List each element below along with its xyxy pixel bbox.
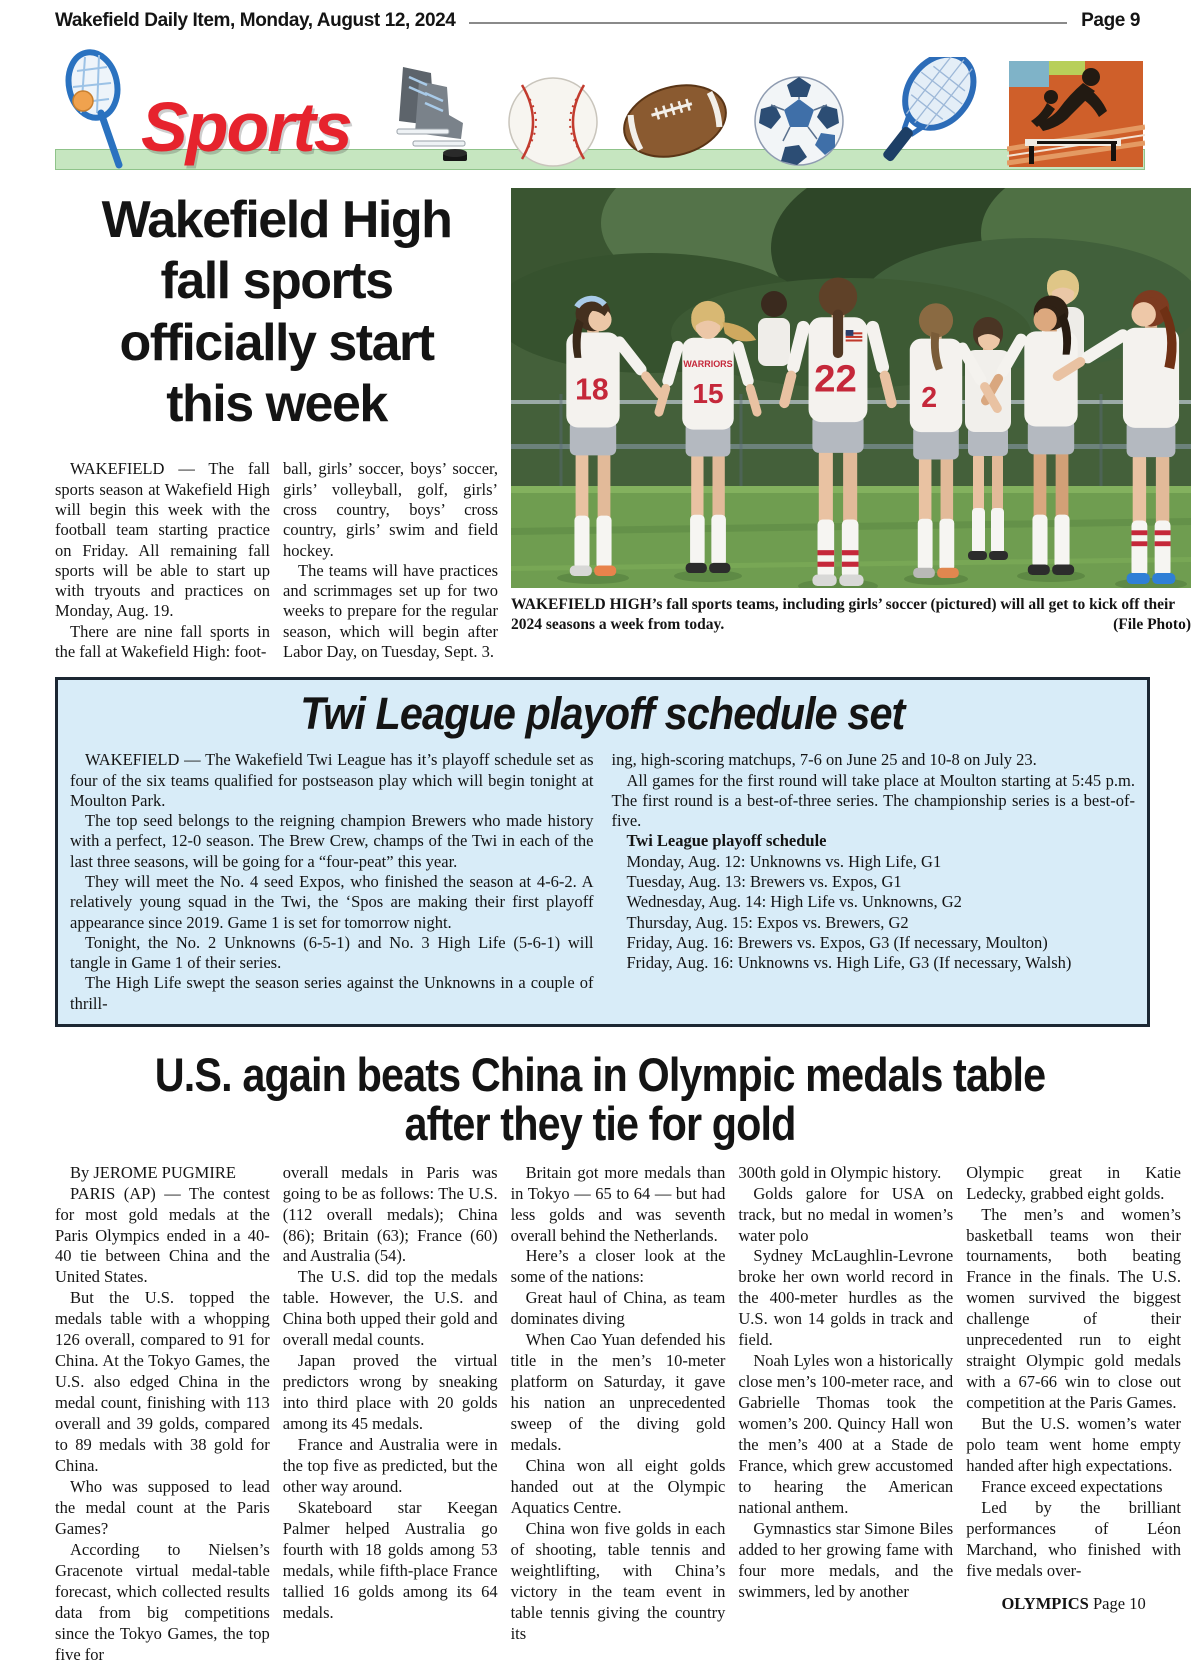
paragraph: Tonight, the No. 2 Unknowns (6-5-1) and No. 3 High Life (5-6-1) will tangle in Game 1 of their series. (70, 932, 594, 973)
twi-league-box (55, 677, 1150, 1027)
lead-article (55, 188, 1191, 662)
twi-headline: Twi League playoff schedule set (300, 688, 905, 740)
olympics-article (0, 1047, 1200, 1666)
text-column (738, 1163, 953, 1666)
jersey-number: 15 (692, 377, 724, 409)
paragraph: Noah Lyles won a historically close men’s 100-meter race, and Gabrielle Thomas took the women’s 200. Quincy Hall won the men’s 400 at a Stade de France, which grew accustomed to hearing the American national anthem. (738, 1351, 954, 1517)
flag-patch (846, 330, 863, 342)
paragraph: The men’s and women’s basketball teams won their tournaments, both beating France in the finals. The U.S. women survived the biggest challenge of their unprecedented run to eight straight Olympic gold medals with a 67-66 win to close out competition at the Paris Games. (966, 1204, 1181, 1413)
banner-icon-strip (357, 57, 1145, 170)
page-header (0, 0, 1200, 32)
paragraph: Skateboard star Keegan Palmer helped Australia go fourth with 18 golds among 53 medals, while fifth-place France tallied 16 golds among its 64 medals. (282, 1497, 498, 1622)
hurdler-photo-icon (1007, 57, 1145, 169)
paragraph: Britain got more medals than in Tokyo — 65 to 64 — but had less golds and was seventh overall behind the Netherlands. (510, 1162, 726, 1245)
background-player (758, 291, 790, 366)
text-column (612, 750, 1136, 1014)
banner-row (55, 48, 1145, 170)
photo-credit: (File Photo) (1113, 615, 1191, 633)
paragraph: Gymnastics star Simone Biles added to her growing fame with four more medals, and the swimmers, led by another (738, 1518, 954, 1601)
paragraph: Friday, Aug. 16: Brewers vs. Expos, G3 (If necessary, Moulton) (626, 932, 1048, 952)
paragraph: Great haul of China, as team dominates diving (510, 1288, 726, 1329)
paragraph: The U.S. did top the medals table. However, the U.S. and China both upped their gold and overall medal counts. (282, 1267, 498, 1350)
paragraph: According to Nielsen’s Gracenote virtual medal-table forecast, which collected results data from big competitions since the Tokyo Games, the top five for (55, 1539, 270, 1664)
paragraph: Olympic great in Katie Ledecky, grabbed eight golds. (966, 1162, 1181, 1203)
olympics-headline (0, 1047, 1200, 1150)
paragraph: Wednesday, Aug. 14: High Life vs. Unknowns, G2 (626, 892, 962, 912)
lead-article-columns (55, 459, 498, 662)
paragraph: China won all eight golds handed out at the Olympic Aquatics Centre. (510, 1456, 726, 1517)
text-column (283, 1163, 498, 1666)
paragraph: Golds galore for USA on track, but no medal in women’s water polo (738, 1183, 954, 1245)
paragraph: Thursday, Aug. 15: Expos vs. Brewers, G2 (626, 912, 909, 932)
girls-soccer-photo (511, 188, 1191, 588)
paragraph: ball, girls’ soccer, boys’ soccer, girls’ volleyball, golf, girls’ cross country, boys’ cross country, girls’ swim and field hockey. (283, 459, 498, 560)
masthead: Wakefield Daily Item, Monday, August 12, 2024 (55, 10, 456, 31)
header-rule (469, 22, 1067, 24)
jersey-number: 2 (921, 382, 938, 414)
paragraph: When Cao Yuan defended his title in the men’s 10-meter platform on Saturday, it gave his nation an unprecedented sweep of the diving gold medals. (510, 1330, 726, 1455)
paragraph: Japan proved the virtual predictors wrong by sneaking into third place with 20 golds among its 45 medals. (282, 1351, 498, 1434)
text-column (966, 1163, 1181, 1666)
paragraph: overall medals in Paris was going to be as follows: The U.S. (112 overall medals); China (86); Britain (63); France (60) and Australia (54). (282, 1162, 498, 1266)
lead-headline-line: officially start (119, 313, 434, 372)
lead-headline-line: Wakefield High (101, 191, 452, 249)
olympics-columns (55, 1163, 1181, 1666)
lead-headline-line: this week (166, 375, 387, 434)
paragraph: But the U.S. topped the medals table with a whopping 126 overall, compared to 91 for China. At the Tokyo Games, the U.S. also edged China in the medal count, finishing with 113 overall and 39 golds, compared to 89 medals with 38 gold for China. (55, 1288, 270, 1475)
football-icon (620, 69, 730, 169)
paragraph: France exceed expectations (981, 1476, 1163, 1496)
sports-section-banner (55, 48, 1145, 170)
paragraph: They will meet the No. 4 seed Expos, who finished the season at 4-6-2. A relatively young squad in the Twi, the ‘Spos are making their first playoff appearance since 2019. Game 1 is set for tomorrow night. (70, 871, 594, 932)
paragraph: Friday, Aug. 16: Unknowns vs. High Life, G3 (If necessary, Walsh) (626, 953, 1072, 973)
twi-headline-wrap (70, 688, 1135, 740)
lead-headline (55, 190, 498, 435)
tennis-racket-icon (868, 57, 986, 169)
paragraph: Who was supposed to lead the medal count at the Paris Games? (55, 1476, 270, 1538)
photo-caption (511, 595, 1191, 635)
paragraph: China won five golds in each of shooting, table tennis and weightlifting, with China’s victory in the team event in table tennis giving the country its (510, 1518, 726, 1643)
paragraph: All games for the first round will take place at Moulton starting at 5:45 p.m. The first round is a best-of-three series. The championship series is a best-of-five. (611, 770, 1135, 831)
paragraph: ing, high-scoring matchups, 7-6 on June 25 and 10-8 on July 23. (611, 750, 1037, 770)
paragraph: France and Australia were in the top five as predicted, but the other way around. (282, 1435, 498, 1496)
lead-headline-line: fall sports (160, 252, 393, 311)
photo-caption-text: WAKEFIELD HIGH’s fall sports teams, including girls’ soccer (pictured) will all get to kick off their 2024 seasons a week from today. (511, 596, 1175, 633)
paragraph: PARIS (AP) — The contest for most gold medals at the Paris Olympics ended in a 40-40 tie between China and the United States. (55, 1183, 270, 1287)
lead-photo-figure (511, 188, 1191, 662)
baseball-icon (506, 73, 600, 169)
paragraph: There are nine fall sports in the fall at Wakefield High: foot- (55, 621, 270, 661)
jersey-number: 22 (814, 357, 857, 401)
paragraph: The High Life swept the season series against the Unknowns in a couple of thrill- (70, 973, 594, 1013)
text-column (55, 1163, 270, 1666)
paragraph: 300th gold in Olympic history. (738, 1162, 942, 1182)
text-column (55, 459, 270, 662)
paragraph: OLYMPICS Page 10 (1001, 1593, 1146, 1613)
paragraph: Led by the brilliant performances of Léon Marchand, who finished with five medals over- (966, 1497, 1181, 1580)
olympics-headline-line1: U.S. again beats China in Olympic medals table (154, 1047, 1046, 1101)
text-column (283, 459, 498, 662)
text-column (511, 1163, 726, 1666)
jersey-text: WARRIORS (683, 358, 733, 369)
section-title: Sports (141, 88, 351, 166)
paragraph: The teams will have practices and scrimmages set up for two weeks to prepare for the regular season, which will begin after Labor Day, on Tuesday, Sept. 3. (283, 560, 498, 661)
page-number: Page 9 (1081, 10, 1140, 31)
jersey-number: 18 (575, 373, 609, 407)
paragraph: Sydney McLaughlin-Levrone broke her own world record in the 400-meter hurdles as the U.S. won 14 golds in track and field. (738, 1246, 954, 1350)
ice-skates-icon (385, 59, 485, 169)
paragraph: WAKEFIELD — The Wakefield Twi League has it’s playoff schedule set as four of the six teams qualified for postseason play which will begin tonight at Moulton Park. (70, 750, 594, 810)
paragraph: By JEROME PUGMIRE (70, 1162, 236, 1182)
olympics-headline-line2: after they tie for gold (404, 1096, 796, 1150)
paragraph: But the U.S. women’s water polo team went home empty handed after high expectations. (966, 1414, 1181, 1475)
paragraph: Twi League playoff schedule (626, 831, 827, 851)
paragraph: Monday, Aug. 12: Unknowns vs. High Life, G1 (626, 851, 942, 871)
lead-article-text (55, 188, 498, 662)
twi-columns (70, 750, 1135, 1014)
paragraph: The top seed belongs to the reigning champion Brewers who made history with a perfect, 12-0 season. The Brew Crew, champs of the Twi in each of the last three seasons, will be going for a “four-peat” this year. (70, 811, 594, 871)
text-column (70, 750, 594, 1014)
paragraph: WAKEFIELD — The fall sports season at Wakefield High will begin this week with the football team starting practice on Friday. All remaining fall sports will be able to start up with tryouts and practices on Monday, Aug. 19. (55, 459, 270, 621)
soccer-ball-icon (751, 71, 847, 169)
paragraph: Tuesday, Aug. 13: Brewers vs. Expos, G1 (626, 871, 902, 891)
paragraph: Here’s a closer look at the some of the nations: (510, 1246, 726, 1287)
